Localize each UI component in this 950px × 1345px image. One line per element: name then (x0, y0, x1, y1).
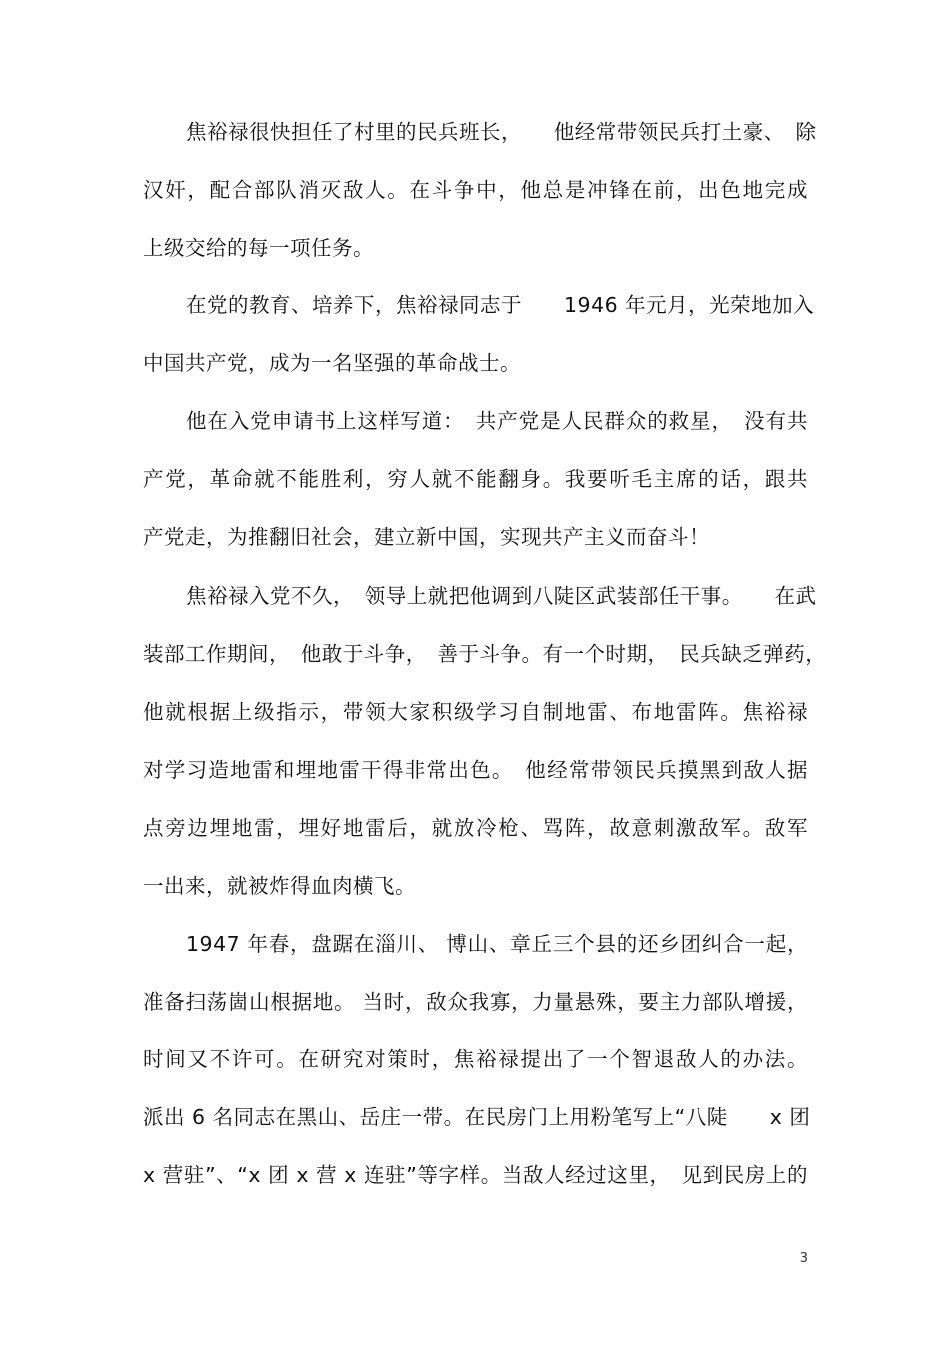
text-line-8: 产党走，为推翻旧社会，建立新中国，实现共产主义而奋斗！ (143, 525, 710, 549)
text-line-16: 准备扫荡崮山根据地。 当时，敌众我寡，力量悬殊，要主力部队增援， (143, 990, 808, 1014)
text-line-13: 点旁边埋地雷，埋好地雷后，就放冷枪、骂阵，故意刺激敌军。敌军 (143, 816, 808, 840)
text-line-7: 产党，革命就不能胜利，穷人就不能翻身。我要听毛主席的话，跟共 (143, 467, 808, 491)
text-line-1: 焦裕禄很快担任了村里的民兵班长， 他经常带领民兵打土豪、 除 (186, 120, 817, 144)
text-line-9: 焦裕禄入党不久， 领导上就把他调到八陡区武装部任干事。 在武 (186, 584, 817, 608)
text-line-17: 时间又不许可。在研究对策时，焦裕禄提出了一个智退敌人的办法。 (143, 1047, 808, 1071)
text-line-6: 他在入党申请书上这样写道： 共产党是人民群众的救星， 没有共 (186, 409, 808, 433)
text-line-4: 在党的教育、培养下，焦裕禄同志于 1946 年元月，光荣地加入 (186, 293, 815, 317)
text-line-11: 他就根据上级指示，带领大家积级学习自制地雷、布地雷阵。焦裕禄 (143, 700, 808, 724)
text-line-12: 对学习造地雷和埋地雷干得非常出色。 他经常带领民兵摸黑到敌人据 (143, 758, 808, 782)
text-line-2: 汉奸，配合部队消灭敌人。在斗争中，他总是冲锋在前，出色地完成 (143, 178, 808, 202)
text-line-19: x 营驻”、“x 团 x 营 x 连驻”等字样。当敌人经过这里， 见到民房上的 (143, 1163, 808, 1187)
text-line-14: 一出来，就被炸得血肉横飞。 (143, 874, 416, 898)
text-line-5: 中国共产党，成为一名坚强的革命战士。 (143, 351, 521, 375)
text-line-3: 上级交给的每一项任务。 (143, 236, 374, 260)
text-line-18: 派出 6 名同志在黑山、岳庄一带。在民房门上用粉笔写上“八陡 x 团 (143, 1105, 811, 1129)
text-line-10: 装部工作期间， 他敢于斗争， 善于斗争。有一个时期， 民兵缺乏弹药， (143, 642, 827, 666)
page-number: 3 (799, 1251, 808, 1266)
text-line-15: 1947 年春，盘踞在淄川、 博山、章丘三个县的还乡团纠合一起， (186, 932, 808, 956)
